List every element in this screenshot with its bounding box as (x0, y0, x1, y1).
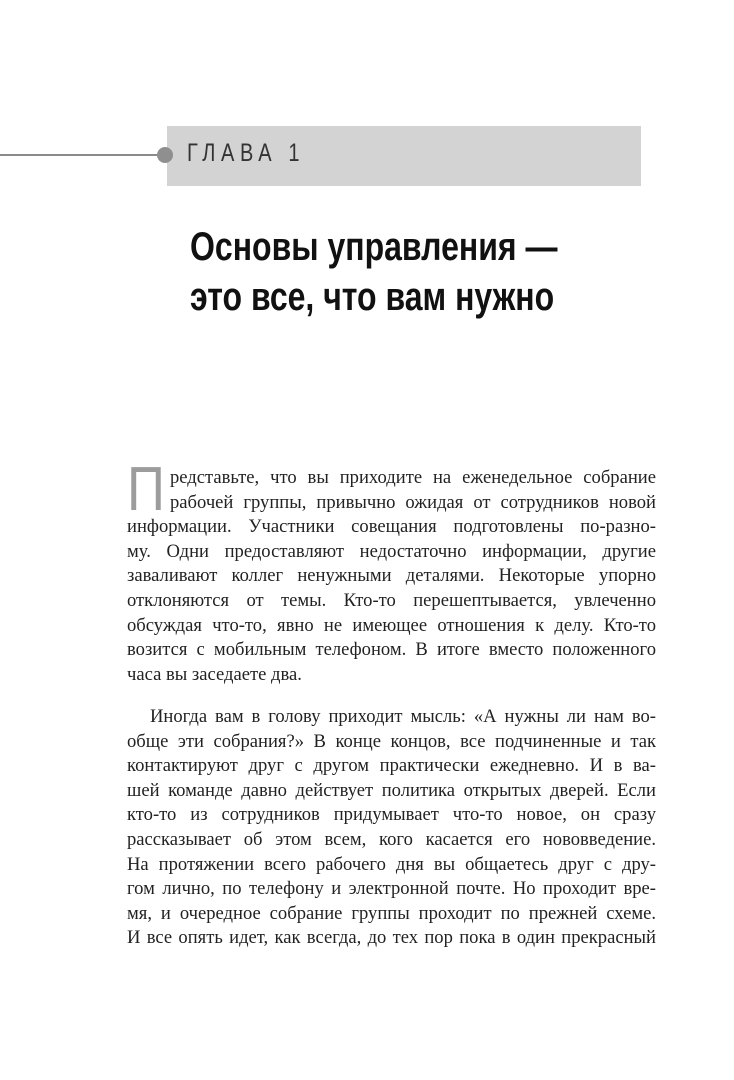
text-line: рабочей группы, привычно ожидая от сотрудников новой (170, 491, 656, 513)
text-line: заваливают коллег ненужными деталями. Некоторые упорно (127, 565, 656, 587)
text-line: обсуждая что-то, явно не имеющее отношения к делу. Кто-то (127, 614, 656, 636)
text-line: возится с мобильным телефоном. В итоге вместо положенного (127, 639, 656, 661)
text-line: обще эти собрания?» В конце концов, все подчиненные и так (127, 730, 656, 752)
chapter-title-line-1: Основы управления — (190, 225, 558, 269)
text-line: контактируют друг с другом практически ежедневно. И в ва- (127, 755, 656, 777)
text-line: шей команде давно действует политика открытых дверей. Если (127, 779, 656, 801)
text-line: кто-то из сотрудников придумывает что-то новое, он сразу (127, 804, 656, 826)
text-line: редставьте, что вы приходите на еженедельное собрание (170, 467, 656, 488)
chapter-bullet-dot (157, 147, 173, 163)
text-line: На протяжении всего рабочего дня вы общаетесь друг с дру- (127, 853, 656, 875)
chapter-title (190, 222, 557, 322)
text-line: мя, и очередное собрание группы проходит по прежней схеме. (127, 902, 656, 924)
text-line: му. Одни предоставляют недостаточно информации, другие (127, 540, 656, 562)
paragraph-1 (127, 455, 656, 687)
drop-cap: П (127, 455, 165, 524)
text-line: рассказывает об этом всем, кого касается его нововведение. (127, 828, 656, 850)
chapter-label: ГЛАВА 1 (187, 139, 306, 167)
text-line: часа вы заседаете два. (127, 663, 302, 685)
text-line: гом лично, по телефону и электронной почте. Но проходит вре- (127, 878, 656, 900)
text-line: Иногда вам в голову приходит мысль: «А нужны ли нам во- (150, 706, 656, 727)
text-line: И все опять идет, как всегда, до тех пор пока в один прекрасный (127, 927, 656, 949)
chapter-rule-line (0, 154, 162, 156)
text-line: информации. Участники совещания подготовлены по-разно- (127, 516, 656, 538)
paragraph-2 (127, 705, 656, 951)
text-line: отклоняются от темы. Кто-то перешептывается, увлеченно (127, 589, 656, 611)
chapter-title-line-2: это все, что вам нужно (190, 275, 555, 319)
